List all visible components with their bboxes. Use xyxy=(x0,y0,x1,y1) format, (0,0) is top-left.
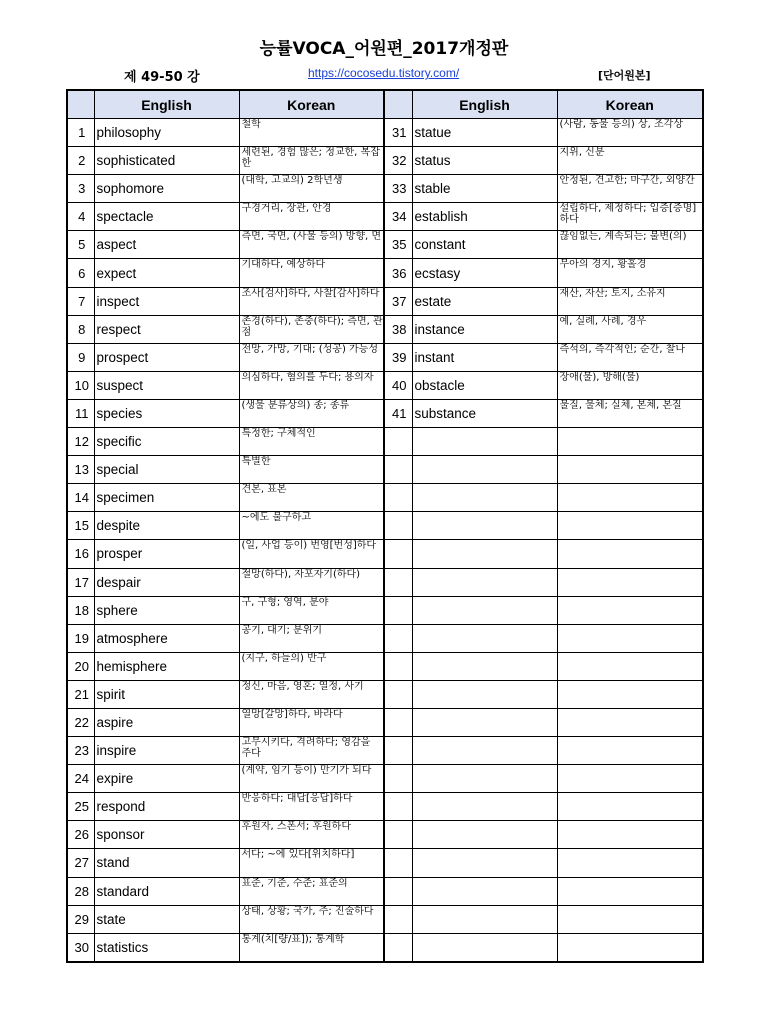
korean-meaning xyxy=(557,849,703,877)
korean-meaning xyxy=(557,231,703,259)
word-number: 41 xyxy=(384,399,412,427)
korean-meaning-text: 설립하다, 제정하다; 입증[증명]하다 xyxy=(559,203,697,226)
word-number: 16 xyxy=(67,540,94,568)
english-word: atmosphere xyxy=(94,624,239,652)
english-word: establish xyxy=(412,203,557,231)
english-word: spirit xyxy=(94,680,239,708)
document-title: 능률VOCA_어원편_2017개정판 xyxy=(259,39,509,59)
english-word xyxy=(412,737,557,765)
korean-meaning xyxy=(239,680,384,708)
table-row xyxy=(67,147,703,175)
korean-meaning xyxy=(239,119,384,147)
table-row xyxy=(67,315,703,343)
english-word: stand xyxy=(94,849,239,877)
english-word: suspect xyxy=(94,371,239,399)
korean-meaning xyxy=(557,399,703,427)
table-row xyxy=(67,708,703,736)
english-word: respect xyxy=(94,315,239,343)
korean-meaning xyxy=(239,849,384,877)
word-number: 17 xyxy=(67,568,94,596)
word-number: 18 xyxy=(67,596,94,624)
korean-meaning xyxy=(239,315,384,343)
word-number xyxy=(384,680,412,708)
korean-meaning xyxy=(557,821,703,849)
korean-meaning xyxy=(239,905,384,933)
english-word: instance xyxy=(412,315,557,343)
korean-meaning xyxy=(239,484,384,512)
word-number xyxy=(384,624,412,652)
english-word: instant xyxy=(412,343,557,371)
korean-meaning xyxy=(557,540,703,568)
korean-meaning-text: 즉석의, 즉각적인; 순간, 찰나 xyxy=(559,343,686,355)
english-word: sophisticated xyxy=(94,147,239,175)
korean-meaning-text: 철학 xyxy=(241,119,261,130)
english-header-left: English xyxy=(94,90,239,119)
korean-meaning xyxy=(557,512,703,540)
korean-meaning xyxy=(239,371,384,399)
word-number: 31 xyxy=(384,119,412,147)
korean-meaning-text: (대학, 고교의) 2학년생 xyxy=(241,175,343,187)
korean-meaning-text: 끊임없는, 계속되는; 불변(의) xyxy=(559,231,687,243)
table-row xyxy=(67,933,703,962)
word-number: 29 xyxy=(67,905,94,933)
word-number: 10 xyxy=(67,371,94,399)
word-number: 19 xyxy=(67,624,94,652)
korean-meaning xyxy=(239,708,384,736)
table-row xyxy=(67,905,703,933)
word-number: 23 xyxy=(67,737,94,765)
korean-meaning-text: 구경거리, 장관, 안경 xyxy=(241,203,332,215)
english-word xyxy=(412,428,557,456)
english-word xyxy=(412,652,557,680)
english-word: expect xyxy=(94,259,239,287)
korean-meaning-text: 재산, 자산; 토지, 소유지 xyxy=(559,287,666,299)
word-number: 9 xyxy=(67,343,94,371)
english-word: specimen xyxy=(94,484,239,512)
english-word xyxy=(412,765,557,793)
korean-meaning xyxy=(557,484,703,512)
english-word: obstacle xyxy=(412,371,557,399)
table-row xyxy=(67,484,703,512)
word-number xyxy=(384,484,412,512)
korean-meaning-text: (일, 사업 등이) 번영[번성]하다 xyxy=(241,540,377,552)
table-row xyxy=(67,287,703,315)
korean-meaning-text: 예, 실례, 사례, 경우 xyxy=(559,315,647,327)
english-word: substance xyxy=(412,399,557,427)
word-number: 21 xyxy=(67,680,94,708)
korean-meaning xyxy=(557,287,703,315)
korean-meaning xyxy=(557,596,703,624)
english-word: estate xyxy=(412,287,557,315)
word-number xyxy=(384,428,412,456)
table-row xyxy=(67,624,703,652)
table-row xyxy=(67,765,703,793)
korean-meaning-text: (사람, 동물 등의) 상, 조각상 xyxy=(559,119,683,130)
english-word: inspect xyxy=(94,287,239,315)
word-number: 25 xyxy=(67,793,94,821)
korean-meaning-text: 서다; ~에 있다[위치하다] xyxy=(241,849,355,861)
english-word: aspect xyxy=(94,231,239,259)
english-word xyxy=(412,596,557,624)
english-word xyxy=(412,821,557,849)
word-number: 1 xyxy=(67,119,94,147)
table-row xyxy=(67,231,703,259)
korean-meaning-text: 전망, 가망, 기대; (성공) 가능성 xyxy=(241,343,379,355)
english-word: standard xyxy=(94,877,239,905)
korean-meaning xyxy=(557,371,703,399)
word-number xyxy=(384,568,412,596)
english-word xyxy=(412,933,557,962)
english-word xyxy=(412,484,557,512)
english-word: sphere xyxy=(94,596,239,624)
english-word: ecstasy xyxy=(412,259,557,287)
korean-meaning xyxy=(239,428,384,456)
english-word xyxy=(412,568,557,596)
word-number xyxy=(384,540,412,568)
english-word: respond xyxy=(94,793,239,821)
korean-meaning xyxy=(239,259,384,287)
korean-meaning xyxy=(557,343,703,371)
table-row xyxy=(67,512,703,540)
english-word: special xyxy=(94,456,239,484)
table-row xyxy=(67,596,703,624)
korean-meaning xyxy=(557,147,703,175)
korean-meaning xyxy=(557,203,703,231)
word-number: 5 xyxy=(67,231,94,259)
korean-meaning-text: 절망(하다), 자포자기(하다) xyxy=(241,568,361,580)
word-number: 36 xyxy=(384,259,412,287)
table-row xyxy=(67,428,703,456)
korean-meaning-text: 구, 구형; 영역, 분야 xyxy=(241,596,329,608)
korean-meaning-text: 후원자, 스폰서; 후원하다 xyxy=(241,821,352,833)
korean-meaning xyxy=(557,905,703,933)
word-number: 37 xyxy=(384,287,412,315)
english-word: despair xyxy=(94,568,239,596)
table-row xyxy=(67,821,703,849)
korean-meaning xyxy=(239,175,384,203)
word-number xyxy=(384,596,412,624)
english-word: prospect xyxy=(94,343,239,371)
english-word xyxy=(412,624,557,652)
word-number: 35 xyxy=(384,231,412,259)
korean-meaning-text: 특별한 xyxy=(241,456,271,468)
english-word: specific xyxy=(94,428,239,456)
korean-meaning xyxy=(239,456,384,484)
korean-meaning-text: 견본, 표본 xyxy=(241,484,287,496)
english-word: status xyxy=(412,147,557,175)
word-number: 39 xyxy=(384,343,412,371)
table-header-row xyxy=(67,90,703,119)
word-number: 4 xyxy=(67,203,94,231)
english-word: hemisphere xyxy=(94,652,239,680)
english-word xyxy=(412,708,557,736)
word-number xyxy=(384,708,412,736)
table-row xyxy=(67,652,703,680)
korean-meaning xyxy=(239,821,384,849)
korean-meaning-text: 상태, 상황; 국가, 주; 진술하다 xyxy=(241,905,374,917)
number-header-left xyxy=(67,90,94,119)
korean-meaning-text: 열망[갈망]하다, 바라다 xyxy=(241,708,343,720)
korean-meaning-text: 조사[검사]하다, 사찰[감사]하다 xyxy=(241,287,380,299)
korean-meaning-text: 통계(치[량/표]); 통계학 xyxy=(241,933,345,945)
word-number xyxy=(384,793,412,821)
korean-meaning xyxy=(557,568,703,596)
word-number xyxy=(384,652,412,680)
english-word xyxy=(412,456,557,484)
korean-meaning xyxy=(557,652,703,680)
korean-meaning xyxy=(239,147,384,175)
korean-meaning-text: (생물 분류상의) 종; 종류 xyxy=(241,399,350,411)
english-header-right: English xyxy=(412,90,557,119)
korean-meaning-text: 반응하다; 대답[응답]하다 xyxy=(241,793,353,805)
word-number xyxy=(384,905,412,933)
korean-meaning-text: 특정한; 구체적인 xyxy=(241,428,316,440)
korean-meaning-text: ~에도 불구하고 xyxy=(241,512,312,524)
korean-meaning-text: 측면, 국면, (사물 등의) 방향, 면 xyxy=(241,231,381,243)
korean-meaning-text: 지위, 신분 xyxy=(559,147,605,159)
korean-meaning xyxy=(239,765,384,793)
korean-meaning xyxy=(239,512,384,540)
word-number: 2 xyxy=(67,147,94,175)
korean-meaning xyxy=(557,765,703,793)
word-number xyxy=(384,849,412,877)
korean-meaning xyxy=(557,793,703,821)
korean-meaning-text: (지구, 하늘의) 반구 xyxy=(241,652,327,664)
korean-meaning-text: 기대하다, 예상하다 xyxy=(241,259,326,271)
korean-meaning xyxy=(239,596,384,624)
english-word: expire xyxy=(94,765,239,793)
table-row xyxy=(67,680,703,708)
table-row xyxy=(67,175,703,203)
english-word xyxy=(412,512,557,540)
word-number: 12 xyxy=(67,428,94,456)
word-number: 11 xyxy=(67,399,94,427)
korean-meaning xyxy=(239,231,384,259)
korean-meaning xyxy=(557,175,703,203)
table-row xyxy=(67,793,703,821)
table-row xyxy=(67,849,703,877)
word-number: 14 xyxy=(67,484,94,512)
english-word: prosper xyxy=(94,540,239,568)
korean-meaning xyxy=(239,399,384,427)
korean-meaning xyxy=(239,933,384,962)
korean-meaning-text: 정신, 마음, 영혼; 열정, 사기 xyxy=(241,680,364,692)
table-row xyxy=(67,456,703,484)
korean-meaning xyxy=(557,119,703,147)
korean-meaning-text: 공기, 대기; 분위기 xyxy=(241,624,323,636)
english-word: philosophy xyxy=(94,119,239,147)
korean-meaning xyxy=(239,568,384,596)
word-number: 24 xyxy=(67,765,94,793)
korean-meaning xyxy=(239,540,384,568)
word-number: 38 xyxy=(384,315,412,343)
word-number xyxy=(384,933,412,962)
korean-meaning xyxy=(239,793,384,821)
korean-meaning xyxy=(557,456,703,484)
english-word: constant xyxy=(412,231,557,259)
table-row xyxy=(67,399,703,427)
korean-meaning xyxy=(239,624,384,652)
table-row xyxy=(67,203,703,231)
korean-meaning xyxy=(239,287,384,315)
table-row xyxy=(67,259,703,287)
korean-meaning xyxy=(239,343,384,371)
english-word: despite xyxy=(94,512,239,540)
word-number: 28 xyxy=(67,877,94,905)
word-number: 34 xyxy=(384,203,412,231)
korean-meaning xyxy=(557,877,703,905)
korean-meaning xyxy=(239,652,384,680)
korean-meaning-text: 무아의 경지, 황홀경 xyxy=(559,259,647,271)
english-word: species xyxy=(94,399,239,427)
korean-meaning xyxy=(239,737,384,765)
word-number xyxy=(384,456,412,484)
word-number: 26 xyxy=(67,821,94,849)
korean-meaning xyxy=(239,877,384,905)
korean-meaning-text: (계약, 임기 등이) 만기가 되다 xyxy=(241,765,372,777)
english-word: inspire xyxy=(94,737,239,765)
korean-meaning-text: 세련된, 경험 많은; 정교한, 복잡한 xyxy=(241,147,380,170)
korean-header-left: Korean xyxy=(239,90,384,119)
korean-meaning-text: 안정된, 견고한; 마구간, 외양간 xyxy=(559,175,695,187)
korean-meaning-text: 표준, 기준, 수준; 표준의 xyxy=(241,877,348,889)
english-word xyxy=(412,793,557,821)
korean-meaning xyxy=(557,680,703,708)
table-row xyxy=(67,371,703,399)
word-number xyxy=(384,512,412,540)
word-number: 6 xyxy=(67,259,94,287)
english-word: statue xyxy=(412,119,557,147)
word-number: 30 xyxy=(67,933,94,962)
english-word xyxy=(412,540,557,568)
english-word: aspire xyxy=(94,708,239,736)
english-word: spectacle xyxy=(94,203,239,231)
table-row xyxy=(67,119,703,147)
korean-meaning xyxy=(557,428,703,456)
english-word: sponsor xyxy=(94,821,239,849)
word-number xyxy=(384,821,412,849)
source-badge: [단어원본] xyxy=(598,69,651,82)
korean-meaning xyxy=(239,203,384,231)
english-word: statistics xyxy=(94,933,239,962)
number-header-right xyxy=(384,90,412,119)
word-number: 22 xyxy=(67,708,94,736)
korean-meaning xyxy=(557,737,703,765)
word-number: 32 xyxy=(384,147,412,175)
lesson-label: 제 49-50 강 xyxy=(124,70,200,85)
word-number: 15 xyxy=(67,512,94,540)
table-row xyxy=(67,568,703,596)
word-number xyxy=(384,737,412,765)
korean-meaning-text: 물질, 물체; 실체, 본체, 본질 xyxy=(559,399,682,411)
word-number: 7 xyxy=(67,287,94,315)
table-row xyxy=(67,877,703,905)
word-number xyxy=(384,765,412,793)
english-word xyxy=(412,680,557,708)
word-number: 27 xyxy=(67,849,94,877)
blog-link[interactable]: https://cocosedu.tistory.com/ xyxy=(308,66,460,80)
word-number: 13 xyxy=(67,456,94,484)
english-word xyxy=(412,905,557,933)
korean-meaning-text: 고무시키다, 격려하다; 영감을 주다 xyxy=(241,737,371,760)
korean-meaning xyxy=(557,933,703,962)
korean-meaning xyxy=(557,259,703,287)
english-word: state xyxy=(94,905,239,933)
english-word xyxy=(412,849,557,877)
korean-meaning-text: 의심하다, 혐의를 두다; 용의자 xyxy=(241,371,374,383)
english-word: sophomore xyxy=(94,175,239,203)
word-number: 40 xyxy=(384,371,412,399)
english-word xyxy=(412,877,557,905)
word-number: 8 xyxy=(67,315,94,343)
korean-meaning xyxy=(557,624,703,652)
table-row xyxy=(67,737,703,765)
korean-meaning-text: 장애(물), 방해(물) xyxy=(559,371,640,383)
word-number: 3 xyxy=(67,175,94,203)
word-number xyxy=(384,877,412,905)
korean-meaning-text: 존경(하다), 존중(하다); 측면, 관점 xyxy=(241,315,383,338)
table-row xyxy=(67,540,703,568)
vocabulary-table xyxy=(66,89,704,963)
word-number: 33 xyxy=(384,175,412,203)
word-number: 20 xyxy=(67,652,94,680)
korean-meaning xyxy=(557,708,703,736)
korean-meaning xyxy=(557,315,703,343)
table-row xyxy=(67,343,703,371)
korean-header-right: Korean xyxy=(557,90,703,119)
english-word: stable xyxy=(412,175,557,203)
